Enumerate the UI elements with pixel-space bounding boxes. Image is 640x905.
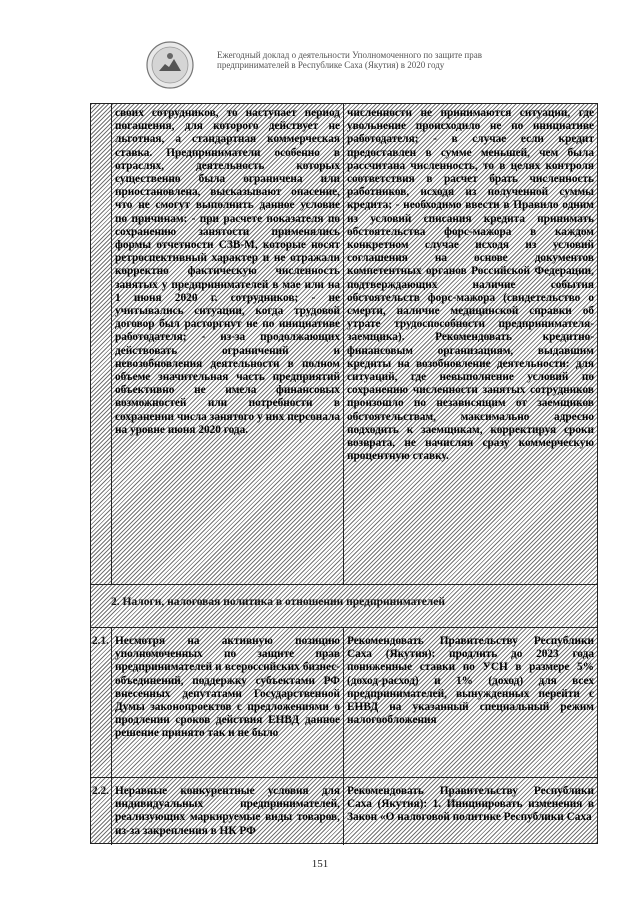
page-number: 151 <box>311 858 329 870</box>
recommendations-table <box>90 103 598 844</box>
table-divider <box>343 777 344 845</box>
table-divider <box>91 627 597 628</box>
report-title-line-1: Ежегодный доклад о деятельности Уполномоченного по защите прав <box>217 50 482 60</box>
problem-cell: Неравные конкурентные условия для индивидуальных предпринимателей, реализующих маркируемые виды товаров, из-за закрепления в НК РФ <box>115 785 340 837</box>
table-divider <box>343 104 344 584</box>
problem-cell: Несмотря на активную позицию уполномоченных по защите прав предпринимателей и всероссийских бизнес-объединений, поддержку субъектами РФ внесенных депутатами Государственной Думы законопроектов с предложениями о продлении сроков действия ЕНВД данное решение принято так и не было <box>115 635 340 740</box>
table-divider <box>111 627 112 777</box>
section-heading: 2. Налоги, налоговая политика в отношении предпринимателей <box>111 596 445 608</box>
recommendation-cell: Рекомендовать Правительству Республики Саха (Якутия): продлить до 2023 года пониженные ставки по УСН в размере 5% (доход-расход) и 1% (доход) для всех предпринимателей, вынужденных перейти с ЕНВД на указанный специальный режим налогообложения <box>347 635 594 727</box>
table-divider <box>91 777 597 778</box>
continued-right-cell: численности не принимаются ситуации, где увольнение происходило не по инициативе работодателя; - в случае если кредит предоставлен в сумме меньшей, чем была рассчитана численность, то в целях контроля соответствия в расчет брать численность работников, исходя из полученной суммы кредита; - необходимо ввести в Правило одним из условий списания кредита принимать обстоятельства форс-мажора в каждом конкретном случае исходя из условий соглашения на основе документов компетентных органов Российской Федерации, подтверждающих наличие события обстоятельств форс-мажора (свидетельство о смерти, наличие медицинской справки об утрате трудоспособности предпринимателя-заемщика). Рекомендовать кредитно-финансовым организациям, выдавшим кредиты на возобновление деятельности: для ситуаций, где невыполнение условий по сохранению численности занятых сотрудников произошло по независящим от заемщиков обстоятельствам, максимально адресно подходить к заемщикам, корректируя сроки возврата, не начисляя сразу коммерческую процентную ставку. <box>347 107 594 463</box>
table-divider <box>91 584 597 585</box>
recommendation-cell: Рекомендовать Правительству Республики Саха (Якутия): 1. Инициировать изменения в Закон «О налоговой политике Республики Саха <box>347 785 594 824</box>
continued-left-cell: своих сотрудников, то наступает период погашения, для которого действует не льготная, а стандартная коммерческая ставка. Предприниматели особенно в отраслях, деятельность которых существенно была ограничена или приостановлена, высказывают опасение, что не смогут выполнить данное условие по причинам: - при расчете показателя по сохранению занятости применялись формы отчетности СЗВ-М, которые носят ретроспективный характер и не отражали корректно фактическую численность занятых у предпринимателей в мае или на 1 июня 2020 г. сотрудников; - не учитывались ситуации, когда трудовой договор был расторгнут не по инициативе работодателя; - из-за продолжающих действовать ограничений и невозобновления деятельности в полном объеме значительная часть предприятий объективно не имела финансовых возможностей или потребности в сохранении числа занятого у них персонала на уровне июня 2020 года. <box>115 107 340 436</box>
row-number: 2.1. <box>92 635 109 647</box>
report-title-line-2: предпринимателей в Республике Саха (Якутия) в 2020 году <box>217 60 445 70</box>
table-divider <box>343 627 344 777</box>
coat-of-arms-logo <box>145 40 195 90</box>
report-title <box>217 50 557 70</box>
row-number: 2.2. <box>92 785 109 797</box>
page-header <box>145 40 545 90</box>
table-divider <box>111 104 112 584</box>
table-divider <box>111 777 112 845</box>
